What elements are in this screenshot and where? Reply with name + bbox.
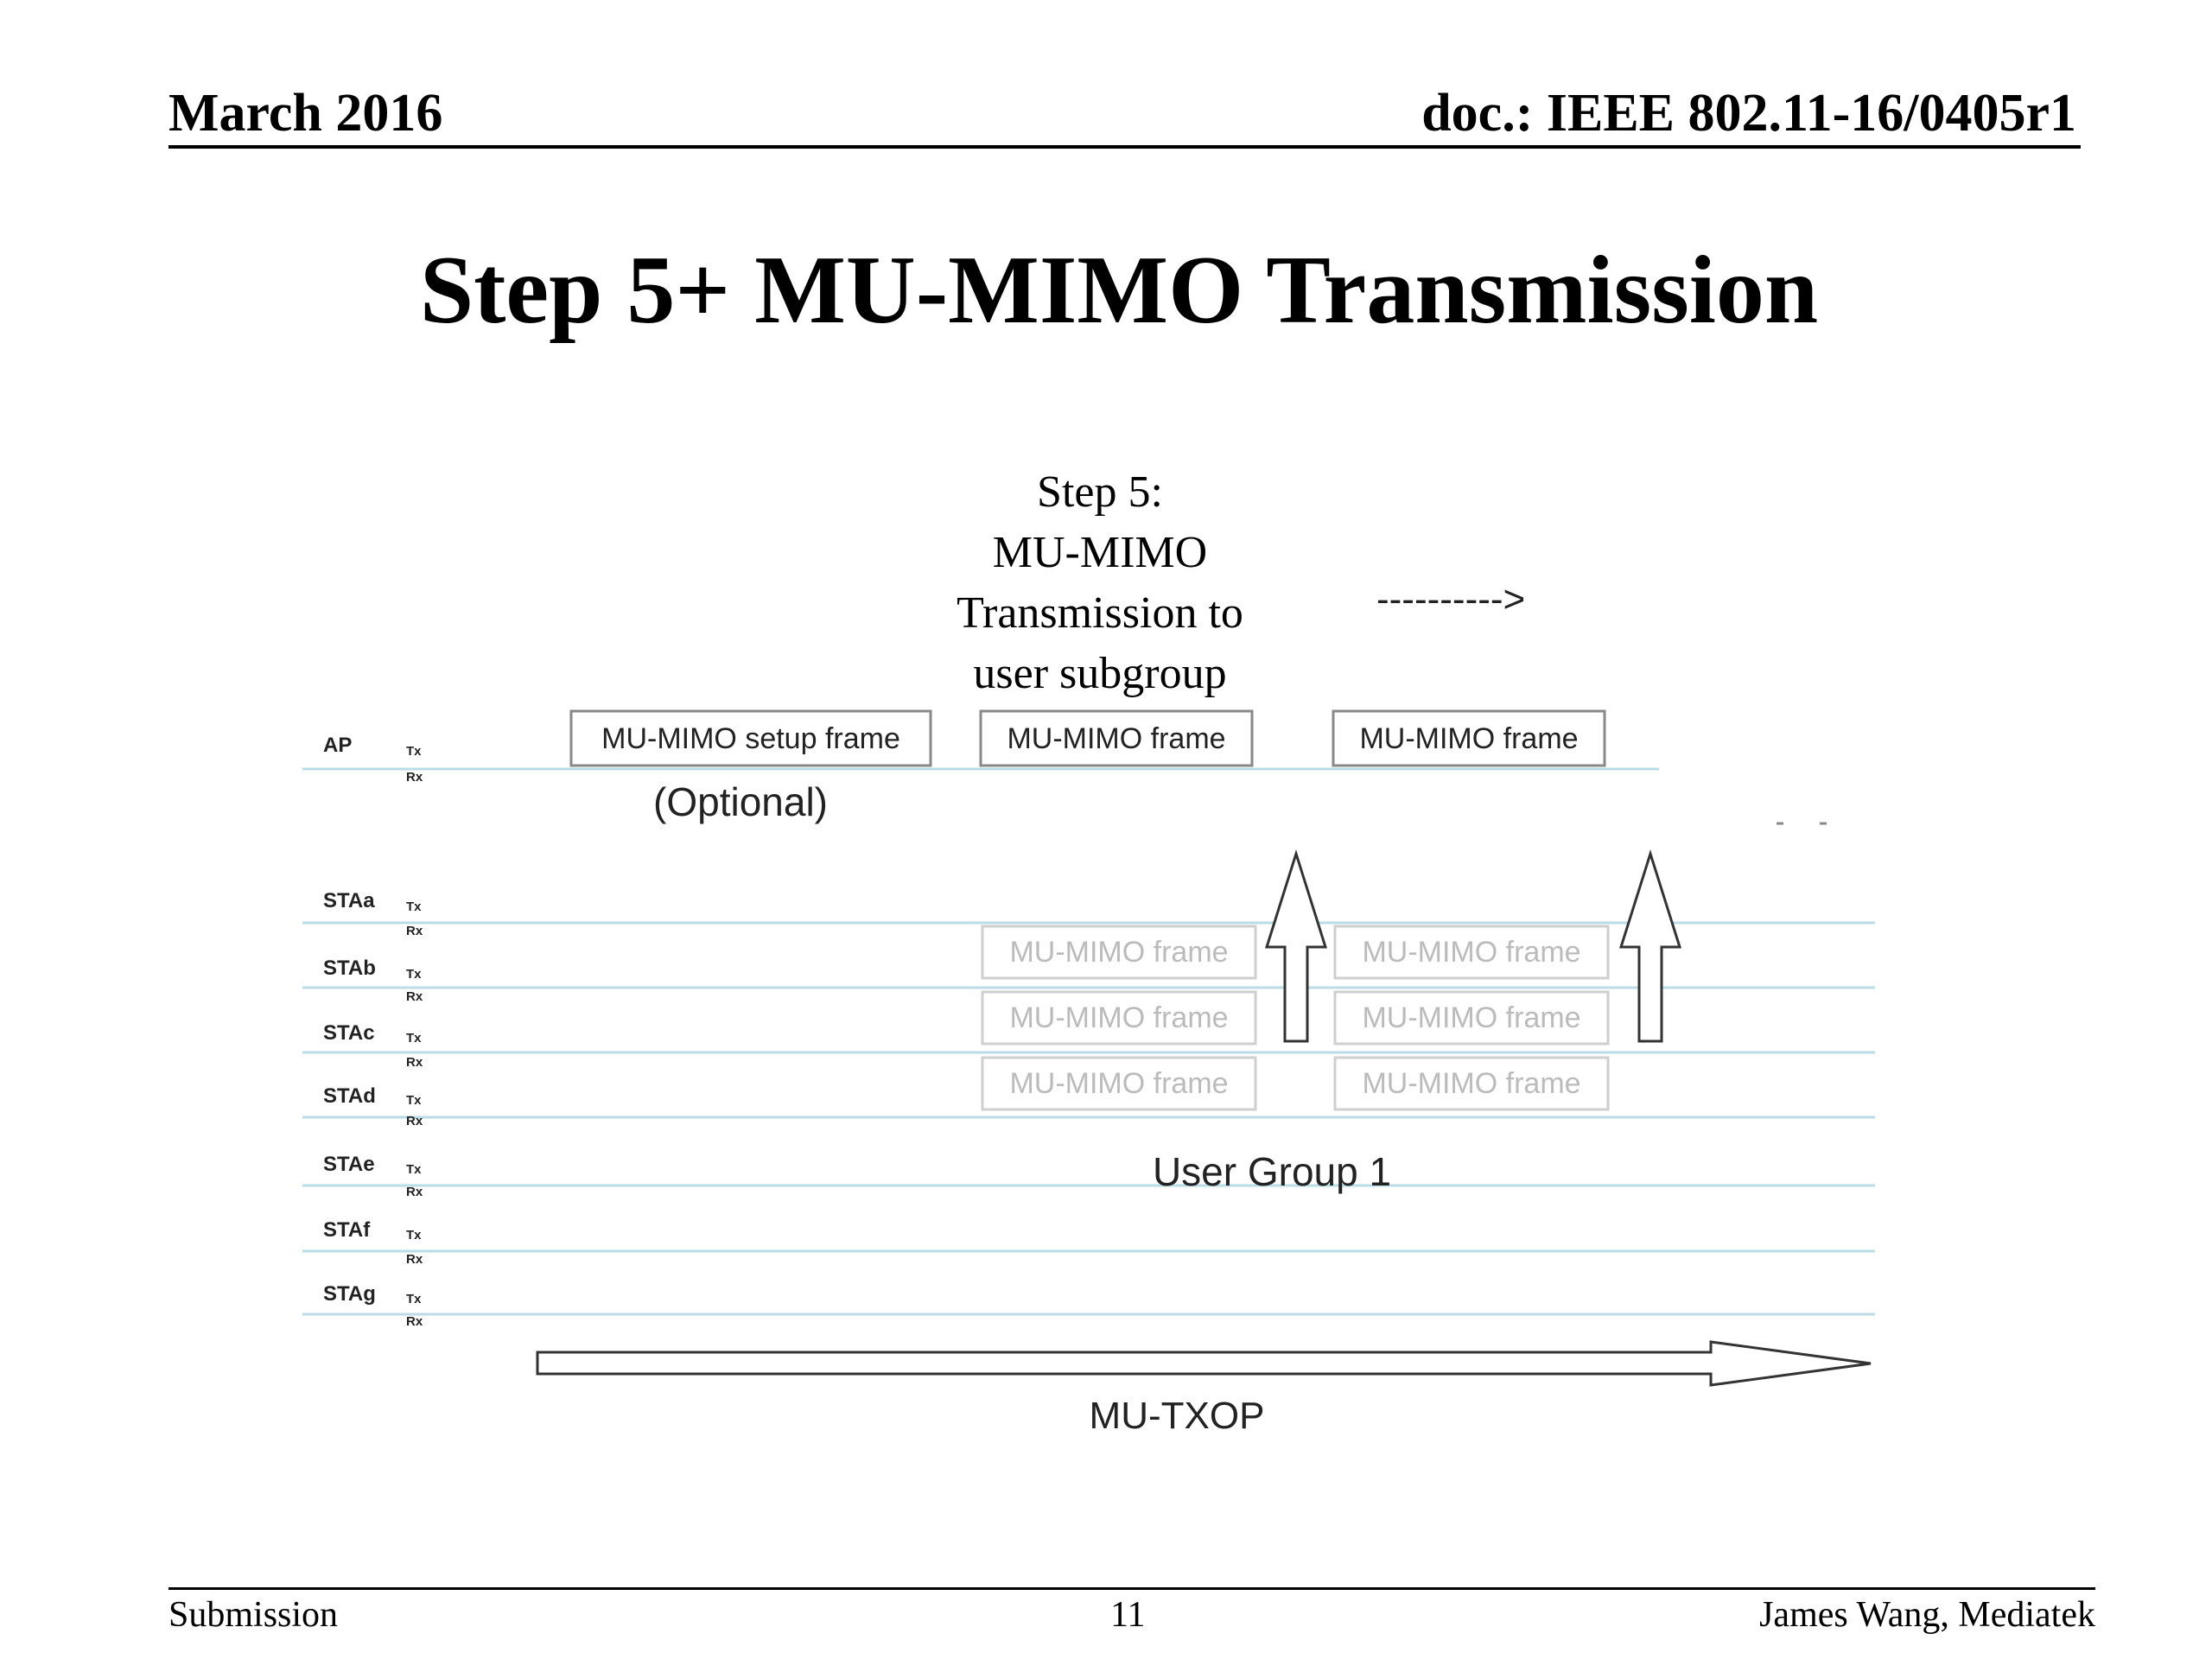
- stad-frame-1-label: MU-MIMO frame: [1009, 1067, 1229, 1100]
- rx-label-stab: Rx: [406, 989, 423, 1004]
- tx-label-stad: Tx: [406, 1093, 422, 1108]
- rx-label-stae: Rx: [406, 1185, 423, 1199]
- tx-label-staa: Tx: [406, 899, 422, 914]
- user-group-label: User Group 1: [1152, 1149, 1392, 1194]
- header-doc-id: doc.: IEEE 802.11-16/0405r1: [1421, 84, 2076, 143]
- rx-label-ap: Rx: [406, 770, 423, 785]
- row-label-stab: STAb: [323, 957, 376, 980]
- up-arrow-2-icon: [1621, 854, 1680, 1041]
- txop-arrow-icon: [537, 1342, 1871, 1385]
- tx-label-staf: Tx: [406, 1228, 422, 1243]
- up-arrow-1-icon: [1267, 854, 1325, 1041]
- rx-label-staa: Rx: [406, 924, 423, 938]
- tx-label-stac: Tx: [406, 1031, 422, 1046]
- row-label-stac: STAc: [323, 1021, 375, 1045]
- tx-label-stae: Tx: [406, 1162, 422, 1177]
- row-label-stad: STAd: [323, 1084, 376, 1108]
- rx-label-stac: Rx: [406, 1055, 423, 1070]
- row-label-staa: STAa: [323, 889, 375, 912]
- stac-frame-2-label: MU-MIMO frame: [1362, 1001, 1581, 1034]
- ap-frame-2-label: MU-MIMO frame: [1359, 722, 1579, 755]
- row-label-stae: STAe: [323, 1153, 375, 1176]
- row-label-staf: STAf: [323, 1218, 371, 1242]
- stab-frame-1-label: MU-MIMO frame: [1009, 936, 1229, 969]
- stab-frame-2-label: MU-MIMO frame: [1362, 936, 1581, 969]
- tx-label-ap: Tx: [406, 744, 422, 759]
- step-label-line-2: MU-MIMO: [992, 528, 1208, 577]
- row-label-ap: AP: [323, 734, 353, 757]
- step-label-line-1: Step 5:: [1037, 467, 1163, 517]
- setup-frame-label: MU-MIMO setup frame: [601, 722, 900, 755]
- slide-title: Step 5+ MU-MIMO Transmission: [419, 237, 1819, 344]
- rx-label-staf: Rx: [406, 1252, 423, 1267]
- txop-label: MU-TXOP: [1089, 1395, 1265, 1437]
- stac-frame-1-label: MU-MIMO frame: [1009, 1001, 1229, 1034]
- rx-label-stad: Rx: [406, 1114, 423, 1128]
- tx-label-stag: Tx: [406, 1292, 422, 1306]
- row-labels: [323, 734, 376, 1306]
- footer-author: James Wang, Mediatek: [1759, 1595, 2095, 1635]
- footer-divider: [168, 1587, 2095, 1590]
- ap-frame-1-label: MU-MIMO frame: [1007, 722, 1226, 755]
- footer-page-number: 11: [1110, 1595, 1146, 1635]
- step-label-line-4: user subgroup: [973, 649, 1227, 698]
- tx-label-stab: Tx: [406, 967, 422, 982]
- footer-submission: Submission: [168, 1595, 339, 1635]
- dashed-arrow: ---------->: [1376, 578, 1526, 620]
- row-label-stag: STAg: [323, 1282, 376, 1306]
- rx-label-stag: Rx: [406, 1314, 423, 1329]
- stad-frame-2-label: MU-MIMO frame: [1362, 1067, 1581, 1100]
- ap-frames: [571, 711, 1605, 766]
- optional-label: (Optional): [653, 779, 828, 824]
- header-date: March 2016: [168, 84, 443, 143]
- tx-rx-labels: [406, 744, 423, 1329]
- step-label-line-3: Transmission to: [957, 588, 1243, 638]
